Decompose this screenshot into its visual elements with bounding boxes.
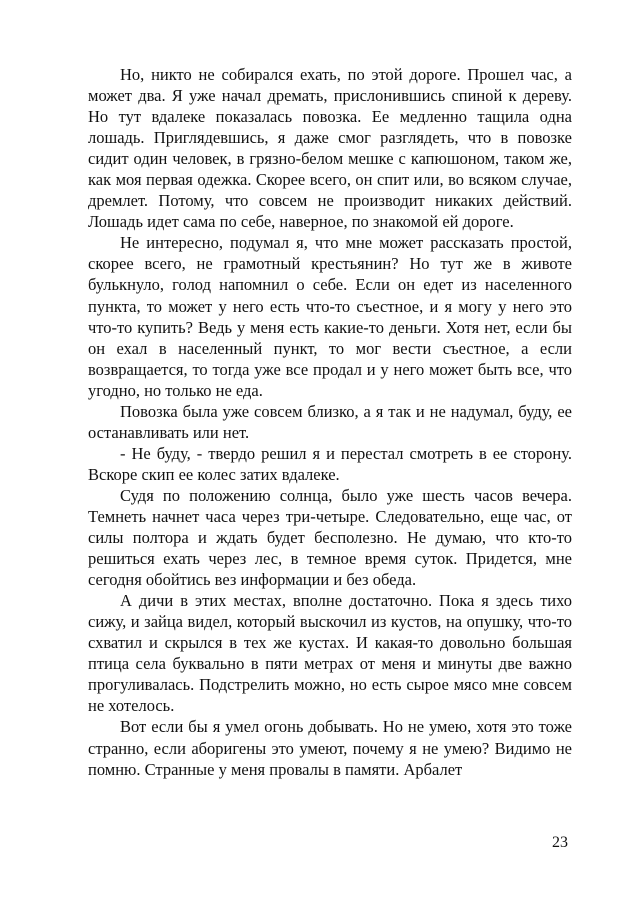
paragraph: Судя по положению солнца, было уже шесть часов вечера. Темнеть начнет часа через три-четыре. Следовательно, еще час, от силы полтора и ждать будет бесполезно. Не думаю, что кто-то решиться ехать через лес, в темное время суток. Придется, мне сегодня обойтись вез информации и без обеда. (88, 485, 572, 590)
paragraph: Не интересно, подумал я, что мне может рассказать простой, скорее всего, не грамотный крестьянин? Но тут же в животе булькнуло, голод напомнил о себе. Если он едет из населенного пункта, то может у него есть что-то съестное, и я могу у него это что-то купить? Ведь у меня есть какие-то деньги. Хотя нет, если бы он ехал в населенный пункт, то мог вести съестное, а если возвращается, то тогда уже все продал и у него может быть все, что угодно, но только не еда. (88, 233, 572, 400)
paragraph: Повозка была уже совсем близко, а я так и не надумал, буду, ее останавливать или нет. (88, 401, 572, 442)
body-text (88, 64, 572, 780)
paragraph: Но, никто не собирался ехать, по этой дороге. Прошел час, а может два. Я уже начал дремать, прислонившись спиной к дереву. Но тут вдалеке показалась повозка. Ее медленно тащила одна лошадь. Приглядевшись, я даже смог разглядеть, что в повозке сидит один человек, в грязно-белом мешке с капюшоном, таком же, как моя первая одежка. Скорее всего, он спит или, во всяком случае, дремлет. Потому, что совсем не производит никаких действий. Лошадь идет сама по себе, наверное, по знакомой ей дороге. (88, 65, 572, 232)
page-number: 23 (552, 834, 568, 851)
paragraph: - Не буду, - твердо решил я и перестал смотреть в ее сторону. Вскоре скип ее колес затих вдалеке. (88, 443, 572, 484)
paragraph: А дичи в этих местах, вполне достаточно. Пока я здесь тихо сижу, и зайца видел, который выскочил из кустов, на опушку, что-то схватил и скрылся в тех же кустах. И какая-то довольно большая птица села буквально в пяти метрах от меня и минуты две важно прогуливалась. Подстрелить можно, но есть сырое мясо мне совсем не хотелось. (88, 591, 572, 716)
paragraph: Вот если бы я умел огонь добывать. Но не умею, хотя это тоже странно, если аборигены это умеют, почему я не умею? Видимо не помню. Странные у меня провалы в памяти. Арбалет (88, 717, 572, 779)
